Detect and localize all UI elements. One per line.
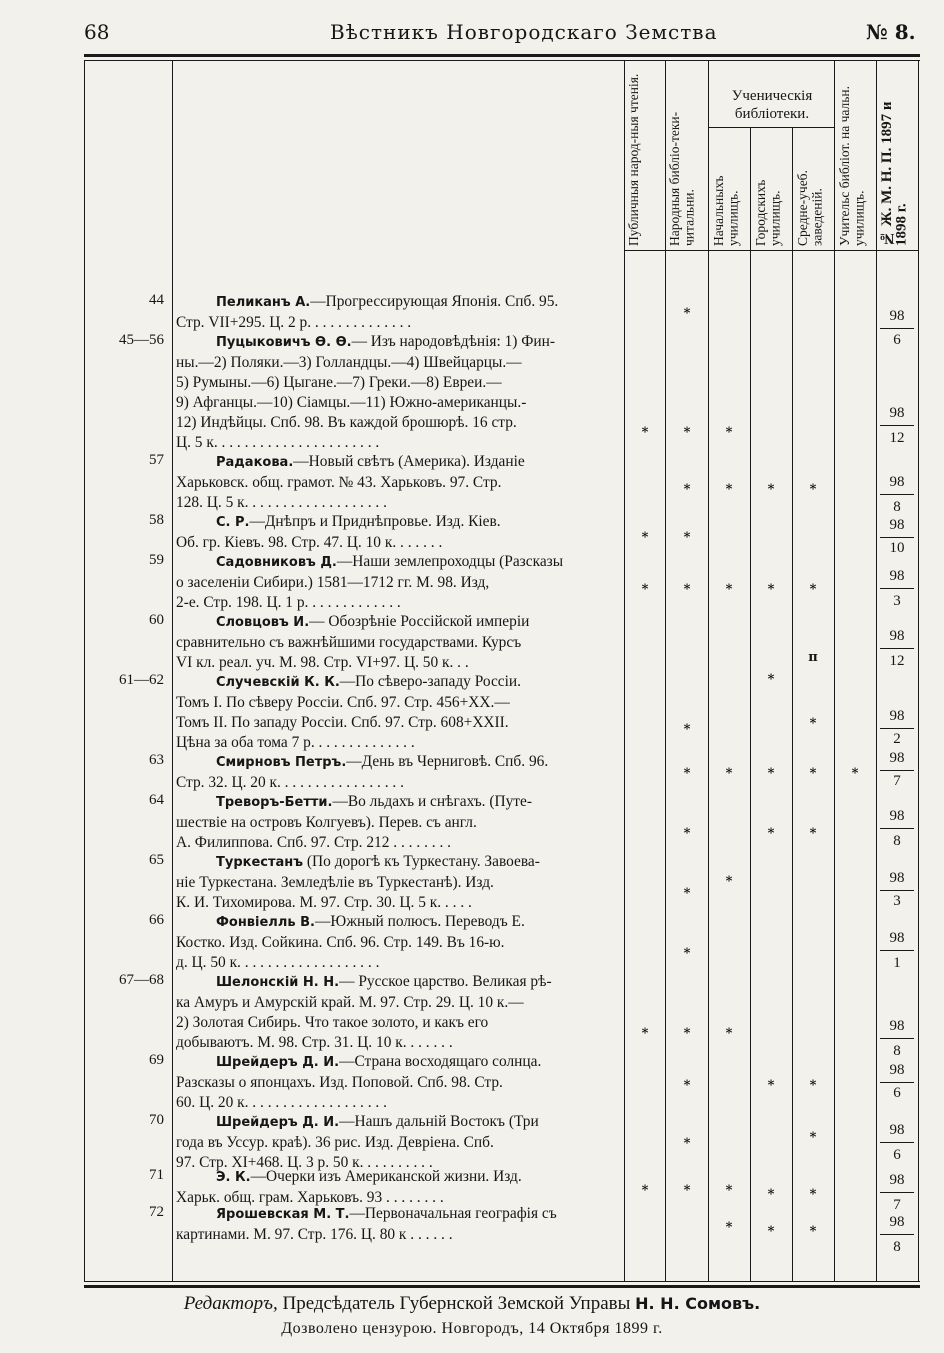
journal-ref-number: 98 [889, 474, 905, 490]
catalog-entry [176, 452, 622, 513]
entry-line: ка Амуръ и Амурскій край. М. 97. Стр. 29. Ц. 10 к.— [176, 994, 524, 1011]
journal-ref-number: 7 [893, 773, 901, 789]
editor-line [0, 1293, 944, 1315]
journal-ref-rule [880, 828, 914, 829]
star-mark: * [809, 826, 817, 841]
star-mark: * [683, 722, 691, 737]
col-head-primary-schools: Начальныхъ училищъ. [711, 175, 741, 246]
journal-ref-rule [880, 648, 914, 649]
entry-line: 60. Ц. 20 к. . . . . . . . . . . . . . . . . . . [176, 1094, 387, 1111]
entry-line: Фонвіелль В.—Южный полюсъ. Переводъ Е. [216, 913, 525, 930]
entry-author: Пуцыковичъ Ѳ. Ѳ. [216, 335, 352, 350]
journal-ref-number: 8 [893, 833, 901, 849]
entry-line: Радакова.—Новый свѣтъ (Америка). Изданіе [216, 453, 525, 470]
journal-ref-number: 98 [889, 870, 905, 886]
table-right-border [918, 60, 919, 1282]
editor-text: Предсѣдатель Губернской Земской Управы [277, 1293, 636, 1314]
entry-line: шествіе на островъ Колгуевъ). Перев. съ англ. [176, 814, 477, 831]
star-mark: * [683, 886, 691, 901]
entry-line: К. И. Тихомирова. М. 97. Стр. 30. Ц. 5 к. . . . . [176, 894, 472, 911]
entry-author: Фонвіелль В. [216, 915, 315, 930]
entry-author: Пеликанъ А. [216, 295, 311, 310]
star-mark: * [809, 1078, 817, 1093]
entry-line: Ц. 5 к. . . . . . . . . . . . . . . . . . . . . . [176, 434, 380, 451]
star-mark: * [725, 425, 733, 440]
entry-line: ны.—2) Поляки.—3) Голландцы.—4) Швейцарцы.— [176, 354, 522, 371]
entry-number: 64 [149, 792, 164, 808]
journal-ref-number: 12 [889, 653, 905, 669]
entry-author: Ярошевская М. Т. [216, 1207, 350, 1222]
journal-ref-rule [880, 728, 914, 729]
entry-author: С. Р. [216, 515, 250, 530]
col-head-public-readings: Публичныя народ-ныя чтенія. [626, 73, 641, 246]
entry-line: Шелонскій Н. Н.— Русское царство. Великая рѣ- [216, 973, 552, 990]
star-mark: * [725, 1183, 733, 1198]
journal-ref-rule [880, 770, 914, 771]
entry-line: Костко. Изд. Сойкина. Спб. 96. Стр. 149. Въ 16-ю. [176, 934, 505, 951]
star-mark: * [683, 425, 691, 440]
star-mark: * [767, 582, 775, 597]
entry-line: А. Филиппова. Спб. 97. Стр. 212 . . . . . . . . [176, 834, 452, 851]
entry-line: Разсказы о японцахъ. Изд. Поповой. Спб. 98. Стр. [176, 1074, 503, 1091]
entry-line: Томъ I. По сѣверу Россіи. Спб. 97. Стр. 456+XX.— [176, 694, 510, 711]
journal-title: Вѣстникъ Новгородскаго Земства [330, 20, 718, 44]
journal-ref-rule [880, 1038, 914, 1039]
star-mark: * [809, 582, 817, 597]
star-mark: * [767, 1078, 775, 1093]
star-mark: * [809, 766, 817, 781]
col-head-city-schools: Городскихъ училищъ. [753, 179, 783, 246]
star-mark: * [767, 482, 775, 497]
top-rule-thin [84, 60, 920, 61]
col-head-student-libraries: Ученическія библіотеки. [731, 88, 813, 122]
journal-ref-number: 98 [889, 750, 905, 766]
entry-author: Смирновъ Петръ. [216, 755, 347, 770]
entry-number: 63 [149, 752, 164, 768]
journal-ref-number: 98 [889, 1018, 905, 1034]
catalog-entry [176, 552, 622, 613]
catalog-entry [176, 1112, 622, 1173]
catalog-entry [176, 912, 622, 973]
journal-ref-number: 98 [889, 708, 905, 724]
entry-line: 9) Афганцы.—10) Сіамцы.—11) Южно-американцы.- [176, 394, 527, 411]
journal-ref-number: 98 [889, 1172, 905, 1188]
col-divider [750, 127, 751, 1282]
bottom-rule-thin [84, 1281, 920, 1282]
entry-line: Случевскій К. К.—По сѣверо-западу Россіи. [216, 673, 521, 690]
journal-ref-number: 98 [889, 308, 905, 324]
col-head-people-libraries: Народныя библіо-теки-читальни. [667, 111, 697, 246]
entry-number: 58 [149, 512, 164, 528]
entry-line: года въ Уссур. краѣ). 36 рис. Изд. Девріена. Спб. [176, 1134, 494, 1151]
header-bottom-rule [624, 250, 918, 251]
entry-line: Пуцыковичъ Ѳ. Ѳ.— Изъ народовѣдѣнія: 1) Фин- [216, 333, 556, 350]
journal-ref-number: 7 [893, 1197, 901, 1213]
star-mark: * [683, 530, 691, 545]
entry-line: VI кл. реал. уч. М. 98. Стр. VI+97. Ц. 50 к. . . [176, 654, 469, 671]
col-head-journal-ref: № Ж. М. Н. П. 1897 и 1898 г. [879, 101, 910, 246]
entry-line: Туркестанъ (По дорогѣ къ Туркестану. Завоева- [216, 853, 540, 870]
star-mark: * [725, 1026, 733, 1041]
col-divider [708, 60, 709, 1282]
star-mark: * [809, 1130, 817, 1145]
entry-line: 5) Румыны.—6) Цыгане.—7) Греки.—8) Евреи.— [176, 374, 502, 391]
col-divider [665, 60, 666, 1282]
star-mark: * [683, 826, 691, 841]
catalog-entry [176, 332, 622, 453]
catalog-entry [176, 612, 622, 673]
journal-ref-number: 98 [889, 1214, 905, 1230]
catalog-entry [176, 1052, 622, 1113]
entry-line: Харьк. общ. грам. Харьковъ. 93 . . . . . . . . [176, 1189, 444, 1206]
journal-ref-number: 98 [889, 1122, 905, 1138]
entry-line: 128. Ц. 5 к. . . . . . . . . . . . . . . . . . . [176, 494, 387, 511]
text-column-divider [624, 60, 625, 1282]
journal-ref-number: 98 [889, 628, 905, 644]
journal-ref-rule [880, 950, 914, 951]
entry-number: 60 [149, 612, 164, 628]
entry-line: добываютъ. М. 98. Стр. 31. Ц. 10 к. . . . . . . [176, 1034, 453, 1051]
star-mark: * [809, 1187, 817, 1202]
journal-ref-rule [880, 328, 914, 329]
entry-line: Томъ II. По западу Россіи. Спб. 97. Стр. 608+XXII. [176, 714, 509, 731]
entry-line: Треворъ-Бетти.—Во льдахъ и снѣгахъ. (Путе- [216, 793, 532, 810]
journal-ref-rule [880, 588, 914, 589]
entry-line: Садовниковъ Д.—Наши землепроходцы (Разсказы [216, 553, 564, 570]
journal-ref-rule [880, 494, 914, 495]
editor-label: Редакторъ, [183, 1293, 278, 1314]
star-mark: * [683, 766, 691, 781]
entry-line: Цѣна за оба тома 7 р. . . . . . . . . . . . . . [176, 734, 415, 751]
journal-ref-number: 3 [893, 593, 901, 609]
star-mark: * [641, 1183, 649, 1198]
journal-ref-rule [880, 1082, 914, 1083]
catalog-entry [176, 1204, 622, 1245]
entry-line: ніе Туркестана. Земледѣліе въ Туркестанѣ). Изд. [176, 874, 494, 891]
star-mark: * [641, 425, 649, 440]
star-mark: * [683, 582, 691, 597]
catalog-entry [176, 792, 622, 853]
col-divider [834, 60, 835, 1282]
editor-name: Н. Н. Сомовъ. [635, 1294, 761, 1313]
entry-author: Шрейдеръ Д. И. [216, 1115, 340, 1130]
journal-ref-number: 98 [889, 517, 905, 533]
star-mark: * [641, 1026, 649, 1041]
journal-ref-number: 1 [893, 955, 901, 971]
entry-number: 67—68 [119, 972, 164, 988]
journal-ref-number: 8 [893, 1239, 901, 1255]
entry-author: Треворъ-Бетти. [216, 795, 333, 810]
journal-ref-number: 98 [889, 568, 905, 584]
entry-line: Словцовъ И.— Обозрѣніе Россійской имперіи [216, 613, 530, 630]
entry-line: о заселеніи Сибири.) 1581—1712 гг. М. 98. Изд, [176, 574, 490, 591]
journal-ref-rule [880, 1234, 914, 1235]
journal-ref-rule [880, 425, 914, 426]
entry-line: 2) Золотая Сибирь. Что такое золото, и какъ его [176, 1014, 489, 1031]
entry-author: Туркестанъ [216, 855, 304, 870]
journal-ref-number: 98 [889, 808, 905, 824]
entry-line: 97. Стр. XI+468. Ц. 3 р. 50 к. . . . . . . . . . [176, 1154, 433, 1171]
number-column-divider [172, 60, 173, 1282]
page-number: 68 [84, 20, 110, 44]
star-mark: * [725, 582, 733, 597]
entry-number: 45—56 [119, 332, 164, 348]
star-mark: * [767, 1187, 775, 1202]
entry-number: 59 [149, 552, 164, 568]
star-mark: * [683, 1026, 691, 1041]
catalog-entry [176, 292, 622, 333]
entry-line: Пеликанъ А.—Прогрессирующая Японія. Спб. 95. [216, 293, 559, 310]
entry-author: Шрейдеръ Д. И. [216, 1055, 340, 1070]
star-mark: * [641, 530, 649, 545]
star-mark: * [725, 482, 733, 497]
censor-line: Дозволено цензурою. Новгородъ, 14 Октября 1899 г. [281, 1320, 663, 1337]
entry-line: Стр. 32. Ц. 20 к. . . . . . . . . . . . . . . . . [176, 774, 404, 791]
entry-number: 71 [149, 1167, 164, 1183]
col-head-secondary-schools: Средне-учеб. заведеній. [795, 170, 825, 246]
page-header [0, 20, 944, 48]
journal-ref-number: 8 [893, 499, 901, 515]
star-mark: * [683, 482, 691, 497]
mark-p: п [808, 650, 818, 665]
catalog-entry [176, 752, 622, 793]
star-mark: * [767, 672, 775, 687]
entry-number: 66 [149, 912, 164, 928]
star-mark: * [683, 306, 691, 321]
star-mark: * [851, 766, 859, 781]
catalog-entry [176, 1167, 622, 1208]
issue-number: № 8. [866, 20, 916, 44]
journal-ref-number: 98 [889, 930, 905, 946]
journal-ref-number: 8 [893, 1043, 901, 1059]
entry-number: 69 [149, 1052, 164, 1068]
star-mark: * [641, 582, 649, 597]
journal-ref-rule [880, 537, 914, 538]
entry-number: 70 [149, 1112, 164, 1128]
entry-author: Случевскій К. К. [216, 675, 340, 690]
star-mark: * [725, 1220, 733, 1235]
star-mark: * [809, 1224, 817, 1239]
entry-author: Радакова. [216, 455, 294, 470]
group-header-rule [708, 127, 834, 128]
entry-line: С. Р.—Днѣпръ и Приднѣпровье. Изд. Кіев. [216, 513, 501, 530]
star-mark: * [683, 1136, 691, 1151]
star-mark: * [683, 946, 691, 961]
star-mark: * [767, 826, 775, 841]
journal-ref-rule [880, 1192, 914, 1193]
star-mark: * [683, 1183, 691, 1198]
entry-line: Шрейдеръ Д. И.—Страна восходящаго солнца. [216, 1053, 542, 1070]
entry-line: Харьковск. общ. грамот. № 43. Харьковъ. 97. Стр. [176, 474, 502, 491]
entry-line: Стр. VII+295. Ц. 2 р. . . . . . . . . . . . . . [176, 314, 412, 331]
star-mark: * [767, 1224, 775, 1239]
catalog-entry [176, 512, 622, 553]
entry-number: 65 [149, 852, 164, 868]
star-mark: * [809, 482, 817, 497]
entry-line: Шрейдеръ Д. И.—Нашъ дальній Востокъ (Три [216, 1113, 539, 1130]
star-mark: * [725, 874, 733, 889]
entry-author: Шелонскій Н. Н. [216, 975, 340, 990]
star-mark: * [767, 766, 775, 781]
catalog-entry [176, 972, 622, 1053]
entry-number: 72 [149, 1204, 164, 1220]
entry-number: 57 [149, 452, 164, 468]
catalog-entry [176, 852, 622, 913]
star-mark: * [809, 716, 817, 731]
entry-line: 12) Индѣйцы. Спб. 98. Въ каждой брошюрѣ. 16 стр. [176, 414, 517, 431]
top-rule [84, 54, 920, 57]
journal-ref-number: 2 [893, 731, 901, 747]
journal-ref-number: 98 [889, 405, 905, 421]
entry-line: 2-е. Стр. 198. Ц. 1 р. . . . . . . . . . . . . [176, 594, 401, 611]
journal-ref-number: 6 [893, 1147, 901, 1163]
bottom-rule [84, 1285, 920, 1288]
journal-ref-number: 6 [893, 1085, 901, 1101]
col-head-teacher-libraries: Учительс библіот. на чальн. училищъ. [837, 85, 867, 246]
journal-ref-number: 6 [893, 332, 901, 348]
table-left-border [84, 60, 85, 1282]
journal-ref-rule [880, 1142, 914, 1143]
entry-author: Э. К. [216, 1170, 251, 1185]
entry-line: Об. гр. Кіевъ. 98. Стр. 47. Ц. 10 к. . . . . . . [176, 534, 443, 551]
entry-line: Смирновъ Петръ.—День въ Черниговѣ. Спб. 96. [216, 753, 549, 770]
entry-author: Словцовъ И. [216, 615, 310, 630]
entry-line: картинами. М. 97. Стр. 176. Ц. 80 к . . . . . . [176, 1226, 453, 1243]
entry-line: д. Ц. 50 к. . . . . . . . . . . . . . . . . . . [176, 954, 380, 971]
entry-number: 61—62 [119, 672, 164, 688]
star-mark: * [725, 766, 733, 781]
journal-ref-number: 12 [889, 430, 905, 446]
catalog-entry [176, 672, 622, 753]
entry-author: Садовниковъ Д. [216, 555, 337, 570]
star-mark: * [683, 1078, 691, 1093]
journal-ref-number: 10 [889, 540, 905, 556]
journal-ref-number: 3 [893, 893, 901, 909]
col-divider [792, 127, 793, 1282]
journal-ref-number: 98 [889, 1062, 905, 1078]
entry-line: сравнительно съ важнѣйшими государствами. Курсъ [176, 634, 522, 651]
entry-line: Ярошевская М. Т.—Первоначальная географія съ [216, 1205, 557, 1222]
entry-number: 44 [149, 292, 164, 308]
journal-ref-rule [880, 890, 914, 891]
entry-line: Э. К.—Очерки изъ Американской жизни. Изд. [216, 1168, 522, 1185]
